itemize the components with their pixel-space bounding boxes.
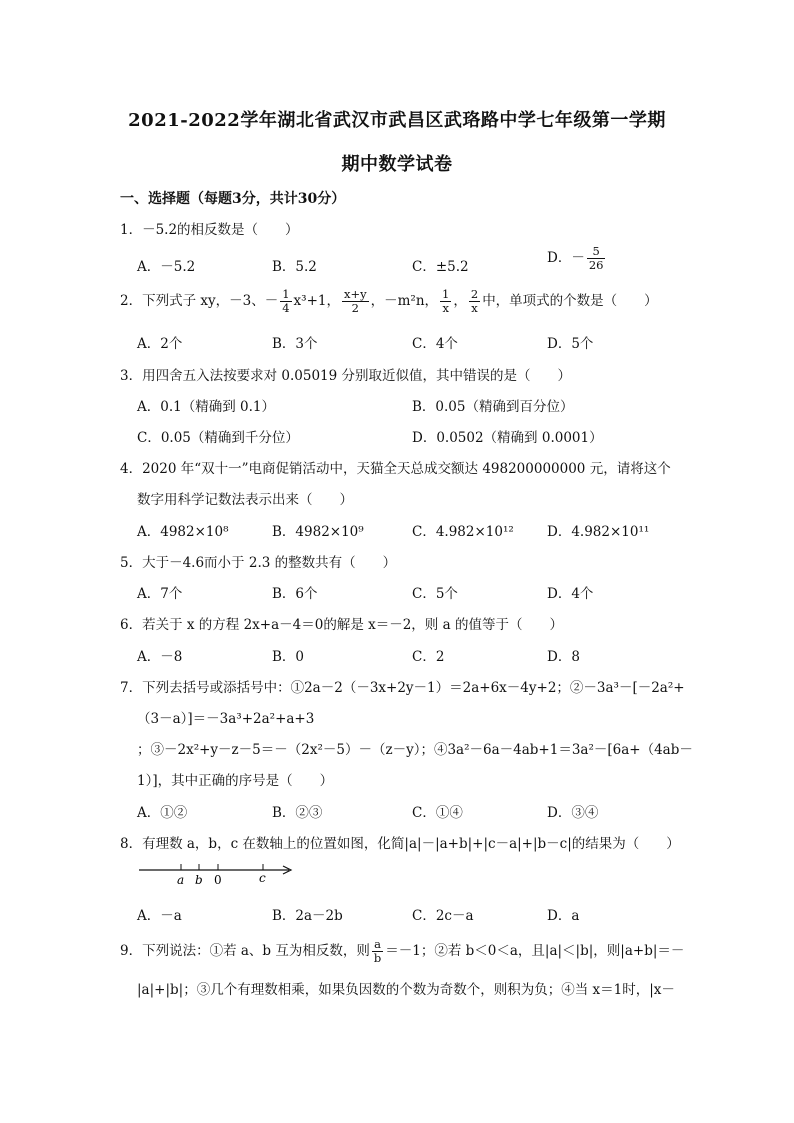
question-8-stem: 8．有理数 a，b，c 在数轴上的位置如图，化简|a|－|a+b|+|c－a|+|b－c|的结果为（ ）: [120, 836, 680, 852]
question-3-stem: 3．用四舍五入法按要求对 0.05019 分别取近似值，其中错误的是（ ）: [120, 368, 571, 384]
q9-text-2: ＝－1；②若 b＜0＜a，且|a|＜|b|，则|a+b|＝－: [385, 943, 685, 960]
q9-fraction: [372, 938, 383, 965]
question-7-line3: ；③－2x²+y－z－5＝－（2x²－5）－（z－y）；④3a²－6a－4ab+1＝3a²－[6a+（4ab－: [137, 742, 693, 758]
q2-fraction-4: [469, 288, 480, 315]
section-heading: 一、选择题（每题3分，共计30分）: [120, 191, 346, 207]
q5-option-b: B．6个: [272, 586, 318, 602]
q4-option-b: B．4982×10⁹: [272, 524, 364, 540]
q8-option-a: A．－a: [137, 908, 182, 924]
question-7-line4: 1）]，其中正确的序号是（ ）: [137, 773, 334, 789]
q3-option-c: C．0.05（精确到千分位）: [137, 430, 299, 446]
q7-option-c: C．①④: [412, 805, 463, 821]
q1-option-b: B．5.2: [272, 259, 317, 275]
label-b: b: [195, 873, 203, 887]
fraction-denominator: 26: [588, 258, 604, 273]
q8-option-c: C．2c－a: [412, 908, 474, 924]
q4-option-c: C．4.982×10¹²: [412, 524, 514, 540]
question-7-line2: （3－a）]＝－3a³+2a²+a+3: [137, 711, 315, 727]
q3-option-a: A．0.1（精确到 0.1）: [137, 399, 275, 415]
q7-option-a: A．①②: [137, 805, 188, 821]
q5-option-c: C．5个: [412, 586, 458, 602]
paper-title-line2: 期中数学试卷: [341, 154, 453, 175]
q1-option-a: A．－5.2: [137, 259, 196, 275]
q6-option-d: D．8: [547, 649, 580, 665]
label-a: a: [177, 873, 185, 887]
fraction-numerator: 1: [442, 287, 450, 301]
fraction-denominator: x: [471, 301, 478, 316]
fraction-numerator: x+y: [343, 287, 367, 301]
q9-text-1: 9．下列说法：①若 a、b 互为相反数，则: [120, 943, 370, 960]
fraction-numerator: 1: [282, 287, 290, 301]
q2-text-5: 中，单项式的个数是（ ）: [482, 293, 658, 310]
label-zero: 0: [214, 873, 222, 887]
q3-option-d: D．0.0502（精确到 0.0001）: [412, 430, 603, 446]
q1-option-d-fraction: [587, 245, 606, 272]
question-7-line1: 7．下列去括号或添括号中：①2a－2（－3x+2y－1）＝2a+6x－4y+2；②－3a³－[－2a²+: [120, 680, 685, 696]
label-c: c: [259, 871, 266, 885]
paper-title-line1: 2021-2022学年湖北省武汉市武昌区武珞路中学七年级第一学期: [128, 110, 666, 131]
q2-option-a: A．2个: [137, 336, 183, 352]
number-line-figure: [137, 860, 302, 890]
q7-option-d: D．③④: [547, 805, 599, 821]
q1-option-c: C．±5.2: [412, 259, 469, 275]
q6-option-a: A．－8: [137, 649, 183, 665]
q3-option-b: B．0.05（精确到百分位）: [412, 399, 574, 415]
question-6-stem: 6．若关于 x 的方程 2x+a－4＝0的解是 x＝－2，则 a 的值等于（ ）: [120, 617, 563, 633]
question-2-stem: [120, 288, 658, 315]
q2-text-3: ，－m²n，: [370, 293, 439, 310]
q5-option-d: D．4个: [547, 586, 594, 602]
q6-option-b: B．0: [272, 649, 305, 665]
q2-fraction-2: [342, 288, 369, 315]
question-4-stem-line1: 4．2020 年“双十一”电商促销活动中，天猫全天总成交额达 498200000000 元，请将这个: [120, 461, 671, 477]
q2-text-2: x³+1，: [293, 293, 340, 310]
q1-option-d: [547, 245, 607, 272]
q7-option-b: B．②③: [272, 805, 323, 821]
q4-option-a: A．4982×10⁸: [137, 524, 229, 540]
fraction-numerator: 5: [587, 245, 606, 259]
q2-text-1: 2．下列式子 xy，－3、－: [120, 293, 279, 310]
q8-option-b: B．2a－2b: [272, 908, 343, 924]
q8-option-d: D．a: [547, 908, 580, 924]
q6-option-c: C．2: [412, 649, 445, 665]
fraction-denominator: 4: [282, 301, 290, 316]
question-5-stem: 5．大于－4.6而小于 2.3 的整数共有（ ）: [120, 555, 397, 571]
q2-option-b: B．3个: [272, 336, 318, 352]
q4-option-d: D．4.982×10¹¹: [547, 524, 650, 540]
question-9-line1: [120, 938, 684, 965]
q1-option-d-prefix: D．－: [547, 250, 585, 267]
fraction-denominator: b: [373, 951, 382, 966]
q2-option-d: D．5个: [547, 336, 594, 352]
q2-fraction-1: [280, 288, 291, 315]
q2-fraction-3: [440, 288, 451, 315]
question-4-stem-line2: 数字用科学记数法表示出来（ ）: [137, 492, 353, 508]
question-9-line2: |a|+|b|；③几个有理数相乘，如果负因数的个数为奇数个，则积为负；④当 x＝1时，|x－: [137, 982, 675, 998]
question-1-stem: 1．－5.2的相反数是（ ）: [120, 222, 299, 238]
q2-option-c: C．4个: [412, 336, 458, 352]
fraction-denominator: x: [442, 301, 449, 316]
q2-text-4: ，: [453, 293, 467, 310]
fraction-numerator: 2: [470, 287, 479, 301]
fraction-denominator: 2: [351, 301, 359, 316]
q5-option-a: A．7个: [137, 586, 183, 602]
fraction-numerator: a: [372, 938, 383, 952]
